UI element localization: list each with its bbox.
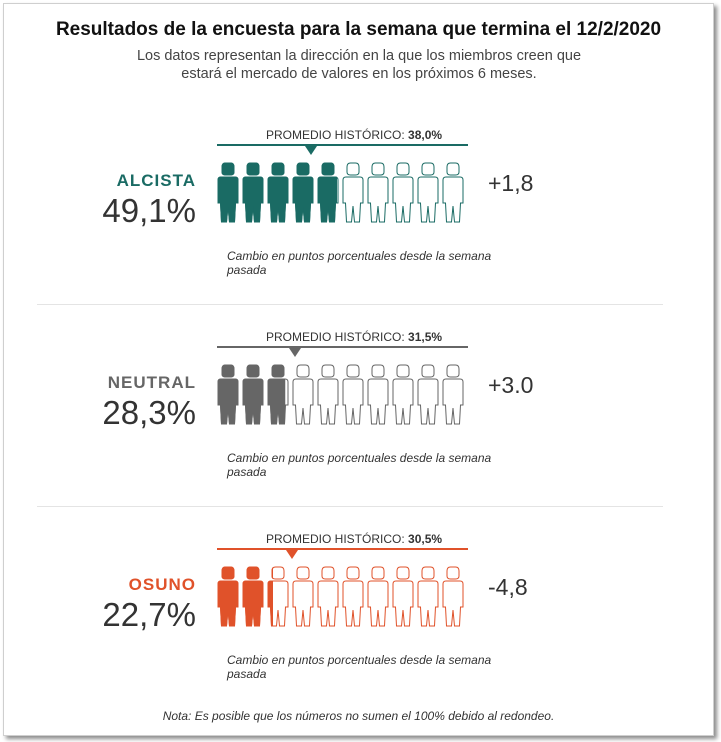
historical-average-marker <box>289 348 301 357</box>
historical-average-marker <box>305 146 317 155</box>
person-outline <box>368 163 388 222</box>
person-icon <box>218 163 238 222</box>
person-icon <box>268 567 288 626</box>
person-icon <box>368 163 388 222</box>
historical-average-label <box>266 532 442 546</box>
chart-subtitle <box>84 47 634 83</box>
person-icon <box>368 365 388 424</box>
person-fill <box>293 163 313 222</box>
person-outline <box>343 567 363 626</box>
person-outline <box>393 365 413 424</box>
person-icon <box>443 567 463 626</box>
person-fill <box>268 365 288 424</box>
weekly-change: +1,8 <box>488 170 534 196</box>
person-outline <box>393 163 413 222</box>
person-outline <box>418 163 438 222</box>
person-icon <box>293 567 313 626</box>
historical-average-prefix: PROMEDIO HISTÓRICO: <box>266 330 405 344</box>
person-icon <box>268 365 288 424</box>
person-icon <box>393 163 413 222</box>
person-icon <box>243 163 263 222</box>
person-outline <box>443 567 463 626</box>
person-icon <box>393 365 413 424</box>
pictogram-icons <box>217 562 477 632</box>
person-icon <box>418 365 438 424</box>
person-outline <box>343 163 363 222</box>
category-label: OSUNO <box>128 575 196 594</box>
subtitle-line-1: Los datos representan la dirección en la que los miembros creen que <box>136 48 582 64</box>
person-icon <box>418 163 438 222</box>
person-outline <box>293 567 313 626</box>
person-fill <box>218 163 238 222</box>
person-icon <box>243 567 263 626</box>
change-note: Cambio en puntos porcentuales desde la semana pasada <box>227 451 492 479</box>
category-label: ALCISTA <box>116 171 196 190</box>
person-outline <box>293 365 313 424</box>
historical-average-prefix: PROMEDIO HISTÓRICO: <box>266 532 405 546</box>
person-fill <box>243 365 263 424</box>
historical-average-line <box>217 346 468 348</box>
person-outline <box>318 567 338 626</box>
survey-card <box>3 3 714 736</box>
person-fill <box>218 365 238 424</box>
change-note: Cambio en puntos porcentuales desde la semana pasada <box>227 653 492 681</box>
weekly-change: -4,8 <box>488 574 528 600</box>
section-divider <box>37 304 663 305</box>
person-icon <box>243 365 263 424</box>
person-outline <box>368 365 388 424</box>
person-icon <box>393 567 413 626</box>
person-outline <box>418 365 438 424</box>
person-fill <box>218 567 238 626</box>
change-note: Cambio en puntos porcentuales desde la semana pasada <box>227 249 492 277</box>
chart-title: Resultados de la encuesta para la semana que termina el 12/2/2020 <box>55 19 662 40</box>
footer-note: Nota: Es posible que los números no sumen el 100% debido al redondeo. <box>162 709 555 723</box>
person-outline <box>368 567 388 626</box>
person-outline <box>418 567 438 626</box>
section-divider <box>37 506 663 507</box>
section-bullish <box>4 128 713 328</box>
person-icon <box>418 567 438 626</box>
person-icon <box>318 163 338 222</box>
person-icon <box>218 365 238 424</box>
person-fill <box>243 567 263 626</box>
historical-average-label <box>266 330 442 344</box>
person-icon <box>343 163 363 222</box>
person-icon <box>293 163 313 222</box>
section-bearish <box>4 532 713 732</box>
category-percent: 28,3% <box>102 394 196 431</box>
pictogram-icons <box>217 158 477 228</box>
historical-average-line <box>217 144 468 146</box>
historical-average-label <box>266 128 442 142</box>
pictogram-icons <box>217 360 477 430</box>
person-icon <box>443 365 463 424</box>
historical-average-value: 31,5% <box>408 330 443 344</box>
person-outline <box>443 163 463 222</box>
person-outline <box>318 365 338 424</box>
historical-average-value: 30,5% <box>408 532 443 546</box>
section-neutral <box>4 330 713 530</box>
category-label: NEUTRAL <box>107 373 196 392</box>
person-icon <box>318 365 338 424</box>
person-fill <box>318 163 338 222</box>
person-fill <box>243 163 263 222</box>
category-percent: 22,7% <box>102 596 196 633</box>
person-outline <box>393 567 413 626</box>
person-icon <box>318 567 338 626</box>
person-icon <box>368 567 388 626</box>
person-outline <box>443 365 463 424</box>
person-icon <box>293 365 313 424</box>
person-icon <box>343 365 363 424</box>
subtitle-line-2: estará el mercado de valores en los próximos 6 meses. <box>181 66 537 82</box>
category-percent: 49,1% <box>102 192 196 229</box>
person-icon <box>443 163 463 222</box>
historical-average-value: 38,0% <box>408 128 443 142</box>
historical-average-line <box>217 548 468 550</box>
weekly-change: +3.0 <box>488 372 534 398</box>
person-fill <box>268 163 288 222</box>
person-icon <box>218 567 238 626</box>
person-outline <box>343 365 363 424</box>
historical-average-marker <box>286 550 298 559</box>
person-icon <box>343 567 363 626</box>
historical-average-prefix: PROMEDIO HISTÓRICO: <box>266 128 405 142</box>
person-icon <box>268 163 288 222</box>
